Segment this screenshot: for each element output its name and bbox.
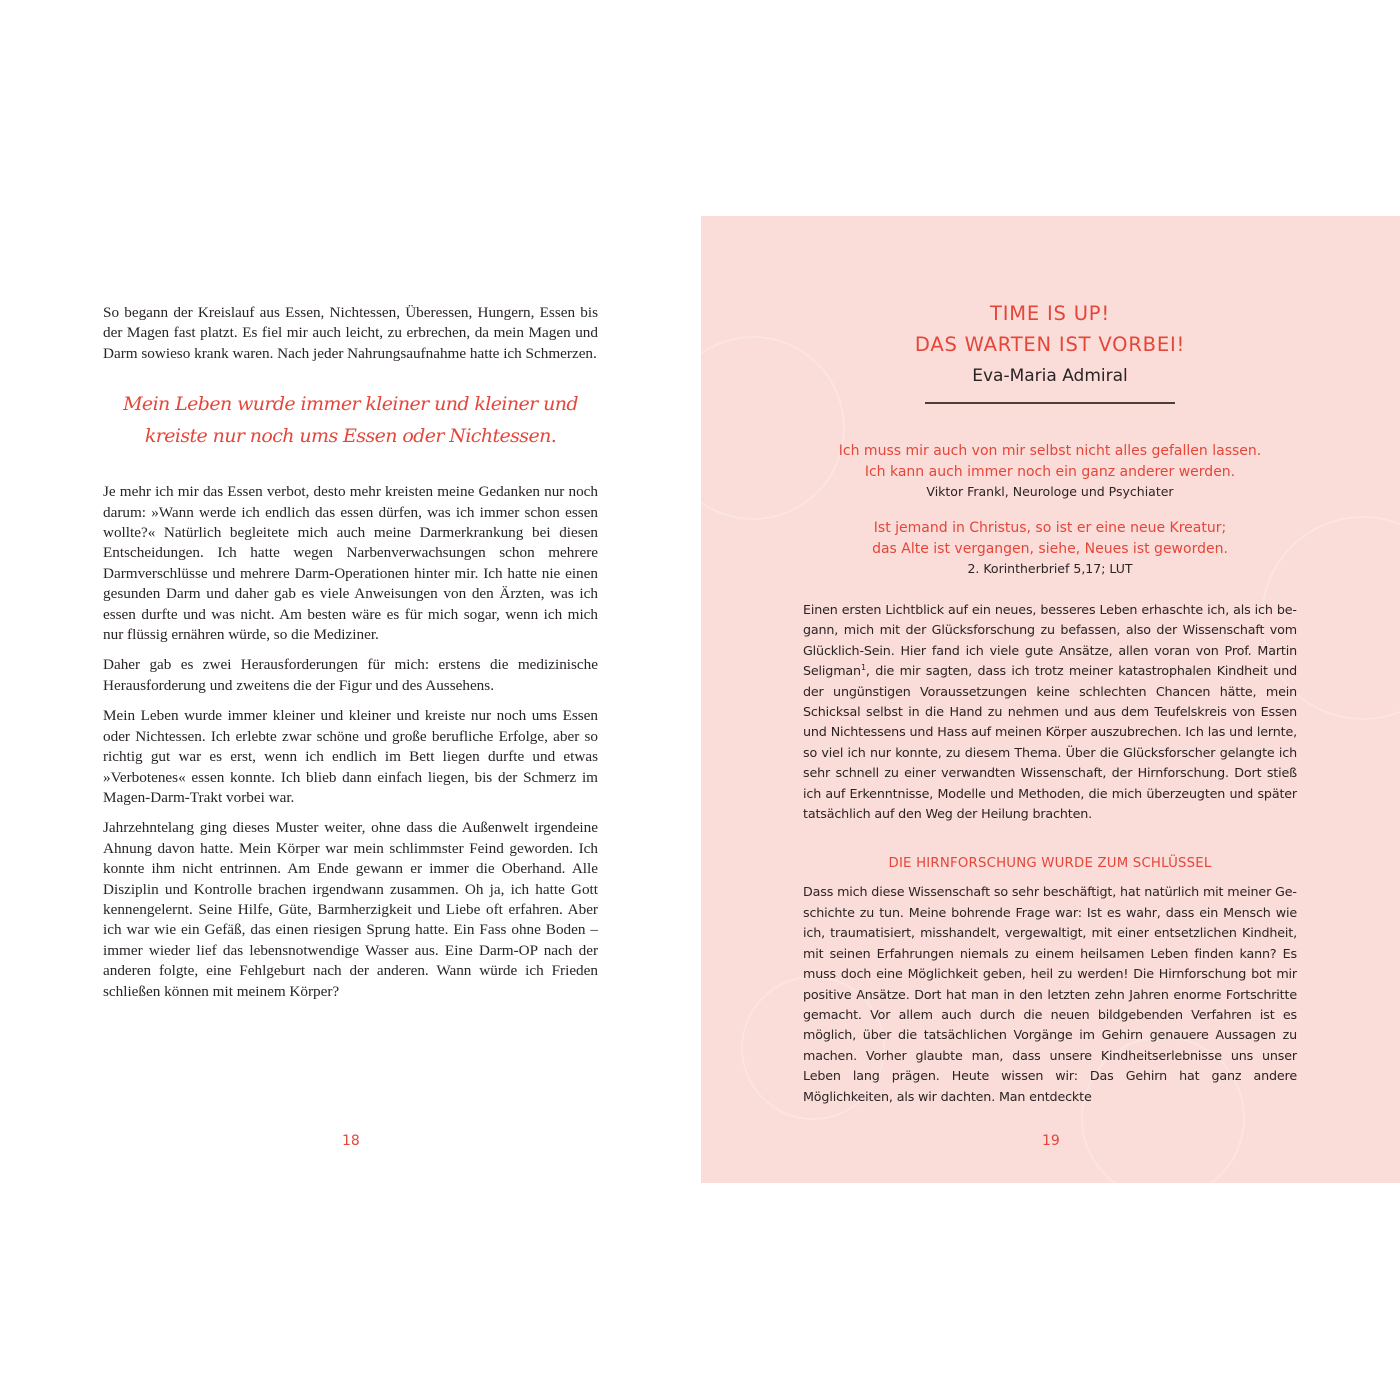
section-subheading: DIE HIRNFORSCHUNG WURDE ZUM SCHLÜSSEL (888, 856, 1212, 872)
body-text: Einen ersten Lichtblick auf ein neues, besseres Leben erhaschte ich, als ich begann, mich mit der Glücksforschung zu befassen, also der Wissenschaft vom Glücklich-Sein. Hier fand ich viele gute Ansätze, allen voran von Prof. Martin Seligman (803, 602, 1297, 679)
left-text-column (103, 303, 598, 1012)
chapter-title (803, 298, 1297, 360)
chapter-title-line: TIME IS UP! (990, 302, 1110, 325)
chapter-author: Eva-Maria Admiral (972, 366, 1128, 386)
epigraph-quote (803, 518, 1297, 559)
chapter-title-line: DAS WARTEN IST VORBEI! (914, 333, 1186, 356)
epigraph-line: Ich muss mir auch von mir selbst nicht alles gefallen lassen. (838, 443, 1262, 459)
epigraph-line: Ist jemand in Christus, so ist er eine neue Kreatur; (873, 520, 1227, 536)
title-divider (925, 402, 1175, 404)
right-text-column (803, 298, 1297, 1107)
body-paragraph: So begann der Kreislauf aus Essen, Nichtessen, Überessen, Hungern, Essen bis der Magen fast platzt. Es fiel mir auch leicht, zu erbrechen, da mein Magen und Darm sowieso krank waren. Nach jeder Nahrungsaufnahme hatte ich Schmerzen. (103, 304, 598, 362)
body-paragraph: Mein Leben wurde immer kleiner und kleiner und kreiste nur noch ums Essen oder Nichtessen. Ich erlebte zwar schöne und große berufliche Erfolge, aber so richtig gut war es erst, wenn ich endlich im Bett liegen durfte und etwas »Verbotenes« essen konnte. Ich blieb dann einfach liegen, bis der Schmerz im Magen-Darm-Trakt vorbei war. (103, 707, 598, 806)
body-text: , die mir sagten, dass ich trotz meiner katastrophalen Kindheit und der ungünstigen Voraussetzungen keine schlechten Chancen hätte, mein Schicksal selbst in die Hand zu nehmen und aus dem Teufelskreis von Essen und Nichtessens und Hass auf meinen Körper auszubrechen. Ich las und lernte, so viel ich nur konnte, zu diesem Thema. Über die Glücksforscher gelangte ich sehr schnell zu einer verwandten Wissenschaft, der Hirnforschung. Dort stieß ich auf Erkenntnisse, Modelle und Methoden, die mich überzeugten und später tatsächlich auf den Weg der Heilung brachten. (803, 663, 1297, 822)
body-paragraph: Daher gab es zwei Herausforderungen für mich: erstens die medizinische Herausforderung und zweitens die der Figur und des Aussehens. (103, 656, 598, 694)
epigraph-source: 2. Korintherbrief 5,17; LUT (967, 561, 1133, 576)
page-number: 19 (1042, 1133, 1060, 1149)
pull-quote (103, 388, 598, 452)
body-paragraph: Jahrzehntelang ging dieses Muster weiter, ohne dass die Außenwelt irgendeine Ahnung davon hatte. Mein Körper war mein schlimmster Feind geworden. Ich konnte ihm nicht entrinnen. Am Ende gewann er immer die Oberhand. Alle Disziplin und Kontrolle brachen irgendwann zusammen. Oh ja, ich hatte Gott kennengelernt. Seine Hilfe, Güte, Barmherzigkeit und Liebe oft erfahren. Aber ich war wie ein Gefäß, das einen riesigen Sprung hatte. Ein Fass ohne Boden – immer wieder lief das lebensnotwendige Wasser aus. Eine Darm-OP nach der anderen folgte, eine Fehlgeburt nach der anderen. Wann würde ich Frieden schließen können mit meinem Körper? (103, 819, 598, 1000)
body-paragraph (803, 600, 1297, 824)
epigraph-quote (803, 441, 1297, 482)
page-number: 18 (342, 1133, 360, 1149)
epigraph-line: Ich kann auch immer noch ein ganz anderer werden. (864, 463, 1236, 480)
body-paragraph: Je mehr ich mir das Essen verbot, desto mehr kreisten meine Gedanken nur noch darum: »Wann werde ich endlich das essen dürfen, was ich immer schon essen wollte?« Natürlich begleitete mich auch meine Darmerkrankung bei diesen Entscheidungen. Ich hatte wegen Narbenverwachsungen schon mehrere Darmverschlüsse und mehrere Darm-Operationen hinter mir. Ich hatte nie einen gesunden Darm und daher gab es viele Anweisungen von den Ärzten, was ich essen durfte und was nicht. Am besten wäre es für mich sogar, wenn ich mich nur flüssig ernähren würde, so die Mediziner. (103, 483, 598, 644)
body-paragraph: Dass mich diese Wissenschaft so sehr beschäftigt, hat natürlich mit meiner Geschichte zu tun. Meine bohrende Frage war: Ist es wahr, dass ein Mensch wie ich, traumatisiert, misshandelt, vergewaltigt, mit einer entsetzlichen Kindheit, mit seinen Erfahrungen niemals zu einem heilsamen Leben finden kann? Es muss doch eine Möglichkeit geben, heil zu werden! Die Hirnforschung bot mir positive Ansätze. Dort hat man in den letzten zehn Jahren enorme Fortschritte gemacht. Vor allem auch durch die neuen bildgebenden Verfahren ist es möglich, über die tatsächlichen Vorgänge im Gehirn genauere Aussagen zu machen. Vorher glaubte man, dass unsere Kindheitserlebnisse uns unser Leben lang prägen. Heute wissen wir: Das Gehirn hat ganz andere Möglichkeiten, als wir dachten. Man entdeckte (803, 884, 1297, 1104)
epigraph-source: Viktor Frankl, Neurologe und Psychiater (926, 484, 1174, 499)
pull-quote-line: Mein Leben wurde immer kleiner und kleiner und (123, 393, 578, 416)
epigraph-line: das Alte ist vergangen, siehe, Neues ist geworden. (872, 540, 1228, 557)
footnote-marker[interactable]: 1 (860, 662, 866, 672)
pull-quote-line: kreiste nur noch ums Essen oder Nichtessen. (144, 425, 557, 448)
